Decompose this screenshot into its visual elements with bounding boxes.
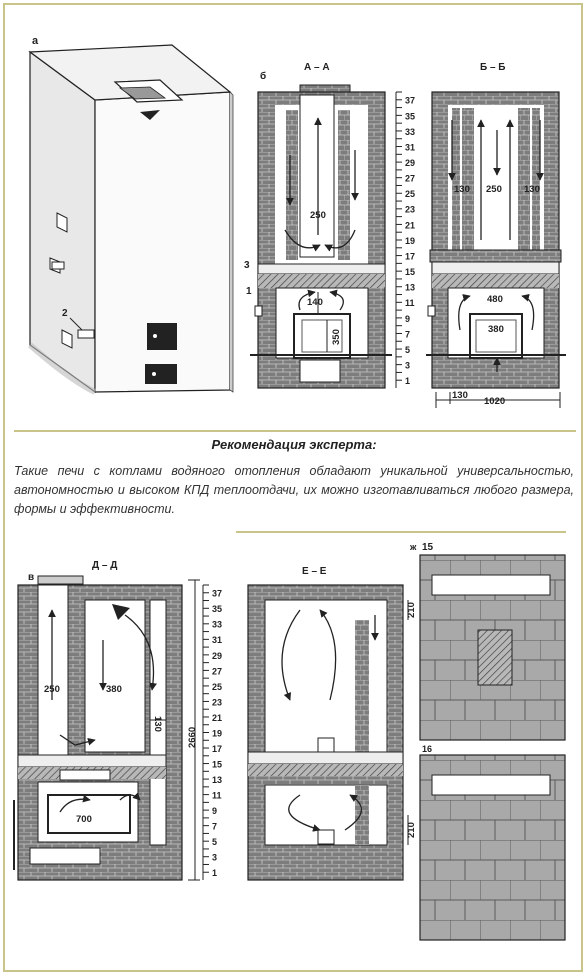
scale-label: 13 — [212, 774, 223, 785]
scale-label: 17 — [212, 743, 223, 754]
dim-bb-1020: 1020 — [484, 396, 506, 407]
dim-dd-250: 250 — [44, 684, 60, 695]
dim-dd-2660: 2660 — [187, 726, 198, 748]
divider-bottom — [236, 531, 566, 533]
row-16-channel — [432, 775, 550, 795]
dim-bb-380: 380 — [488, 324, 504, 335]
dim-bb-130b: 130 — [524, 184, 540, 195]
scale-label: 29 — [212, 650, 223, 661]
expert-text: Такие печи с котлами водяного отопления обладают уникальной универсальностью, автономностью и высоком КПД теплоотдачи, их можно изготавливаться любого размера, формы и эффективности. — [14, 464, 574, 516]
scale-label: 31 — [212, 635, 223, 646]
scale-label: 11 — [212, 790, 222, 801]
ash-door — [145, 364, 177, 384]
scale-label: 27 — [405, 173, 416, 184]
scale-label: 37 — [212, 588, 223, 599]
dim-dd-380: 380 — [106, 684, 122, 695]
scale-label: 37 — [405, 95, 416, 106]
label-a: а — [32, 35, 39, 47]
dim-dd-130: 130 — [152, 716, 163, 732]
scale-label: 33 — [405, 126, 416, 137]
scale-label: 13 — [405, 282, 416, 293]
section-bb — [426, 92, 566, 408]
fire-door — [147, 323, 177, 350]
dim-bb-480: 480 — [487, 294, 503, 305]
dim-bb-130c: 130 — [452, 390, 468, 401]
title-section-ee: Е – Е — [302, 566, 327, 577]
dim-dd-700: 700 — [76, 814, 92, 825]
scale-label: 25 — [212, 681, 223, 692]
scale-label: 29 — [405, 158, 416, 168]
dim-bb-130a: 130 — [454, 184, 470, 195]
scale-label: 15 — [405, 267, 416, 278]
scale-label: 9 — [405, 313, 411, 324]
scale-label: 7 — [405, 329, 411, 340]
scale-label: 33 — [212, 619, 223, 630]
scale-label: 23 — [212, 697, 223, 708]
scale-label: 11 — [405, 298, 415, 309]
scale-label: 19 — [405, 235, 416, 246]
title-section-aa: А – А — [304, 62, 330, 73]
scale-label: 23 — [405, 204, 416, 215]
scale-label: 1 — [212, 868, 218, 879]
divider-top — [14, 430, 576, 432]
scale-top — [396, 92, 415, 388]
row-15-hatch — [478, 630, 512, 685]
expert-title: Рекомендация эксперта: — [211, 437, 377, 452]
scale-label: 5 — [405, 344, 411, 355]
scale-label: 19 — [212, 728, 223, 739]
row-plans — [420, 555, 565, 940]
scale-label: 7 — [212, 821, 218, 832]
title-section-bb: Б – Б — [480, 62, 506, 73]
label-row-16: 16 — [422, 744, 433, 754]
dim-bb-250: 250 — [486, 184, 502, 195]
callout-2: 2 — [62, 308, 68, 319]
section-ee — [248, 585, 408, 880]
scale-label: 21 — [212, 712, 223, 723]
section-dd — [14, 576, 200, 880]
label-d: в — [28, 572, 35, 583]
isometric-view — [30, 45, 233, 392]
scale-label: 3 — [212, 852, 218, 863]
dim-ee-210a: 210 — [406, 602, 417, 618]
scale-label: 15 — [212, 759, 223, 770]
scale-label: 21 — [405, 220, 416, 231]
scale-label: 35 — [212, 604, 223, 615]
scale-label: 31 — [405, 142, 416, 153]
dim-aa-250: 250 — [310, 210, 326, 221]
label-zh: ж — [410, 542, 417, 552]
expert-recommendation — [10, 437, 578, 519]
dim-aa-140: 140 — [307, 297, 323, 308]
scale-label: 1 — [405, 376, 411, 387]
scale-bottom — [203, 585, 222, 880]
callout-1: 1 — [246, 286, 252, 297]
callout-3: 3 — [244, 260, 250, 271]
scale-label: 27 — [212, 666, 223, 677]
row-15-channel — [432, 575, 550, 595]
dim-ee-210b: 210 — [406, 822, 417, 838]
dim-aa-350: 350 — [331, 329, 342, 345]
scale-label: 25 — [405, 189, 416, 200]
scale-label: 35 — [405, 111, 416, 122]
scale-label: 3 — [405, 360, 411, 371]
section-aa — [250, 85, 392, 388]
label-b: б — [260, 71, 267, 82]
scale-label: 17 — [405, 251, 416, 262]
label-row-15: 15 — [422, 542, 434, 553]
title-section-dd: Д – Д — [92, 560, 118, 571]
scale-label: 5 — [212, 837, 218, 848]
scale-label: 9 — [212, 806, 218, 817]
